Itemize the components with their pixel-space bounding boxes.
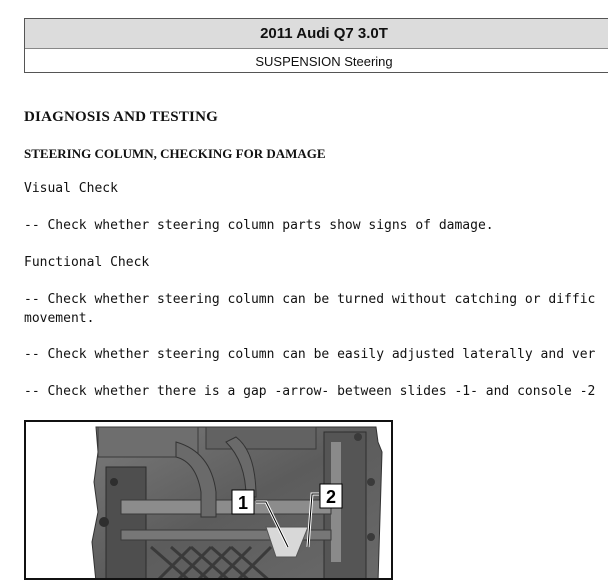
document-header [24,18,608,73]
visual-check-title: Visual Check [24,181,118,196]
functional-check-step-1-line-2: movement. [24,311,95,326]
section-heading: DIAGNOSIS AND TESTING [24,109,218,125]
visual-check-step: -- Check whether steering column parts show signs of damage. [24,218,494,233]
functional-check-step-2: -- Check whether steering column can be easily adjusted laterally and ver [24,347,596,362]
callout-2: 2 [325,487,337,507]
callout-1: 1 [237,493,249,513]
steering-column-illustration [26,422,391,580]
section-subheading: STEERING COLUMN, CHECKING FOR DAMAGE [24,146,326,161]
functional-check-step-1-line-1: -- Check whether steering column can be turned without catching or diffic [24,292,596,307]
functional-check-title: Functional Check [24,255,150,270]
steering-column-figure [24,420,393,580]
functional-check-step-3: -- Check whether there is a gap -arrow- between slides -1- and console -2 [24,384,596,399]
vehicle-title: 2011 Audi Q7 3.0T [25,19,608,49]
section-subtitle: SUSPENSION Steering [255,54,393,69]
